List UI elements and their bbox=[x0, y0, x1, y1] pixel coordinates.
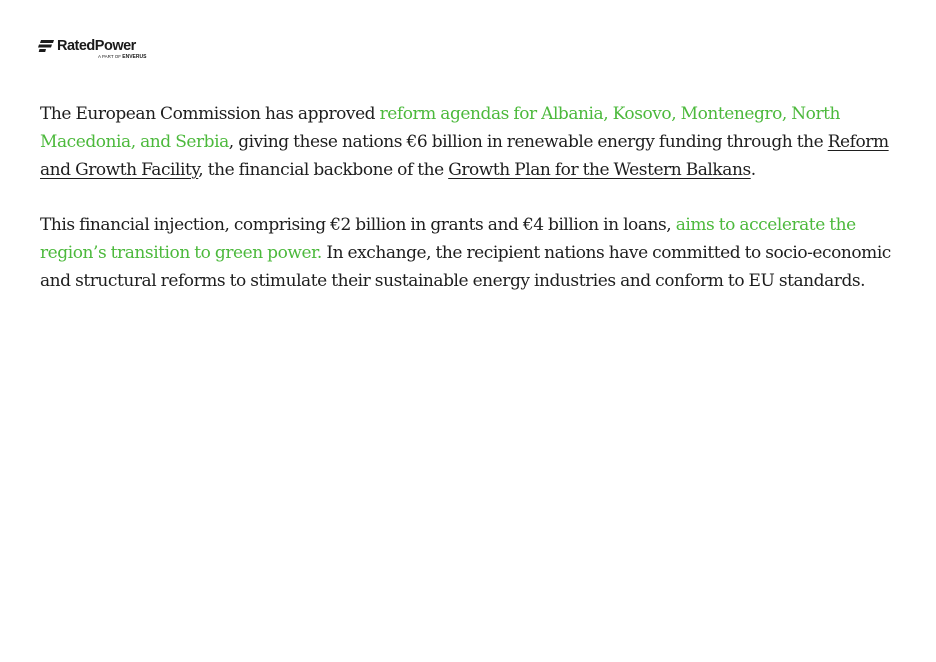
reform-agendas-link[interactable]: reform agendas for Albania, Kosovo, Montenegro, North Macedonia, and Serbia bbox=[40, 104, 841, 152]
logo-wordmark: RatedPower bbox=[57, 38, 136, 54]
article-body bbox=[40, 100, 892, 322]
paragraph-1-text-b: , giving these nations €6 billion in renewable energy funding through the bbox=[228, 132, 828, 152]
paragraph-1-text-c: , the financial backbone of the bbox=[198, 160, 449, 180]
logo-tagline bbox=[98, 54, 146, 60]
paragraph-1-text-d: . bbox=[750, 160, 756, 180]
ratedpower-mark-icon bbox=[38, 40, 54, 52]
logo-tagline-prefix: A PART OF bbox=[98, 54, 122, 59]
reform-growth-facility-link[interactable]: Reform and Growth Facility bbox=[40, 132, 889, 180]
paragraph-2-text-b: In exchange, the recipient nations have committed to socio-economic and structural reforms to stimulate their sustainable energy industries and conform to EU standards. bbox=[40, 243, 891, 291]
accelerate-transition-link[interactable]: aims to accelerate the region’s transition to green power. bbox=[40, 215, 856, 263]
ratedpower-logo[interactable] bbox=[38, 37, 148, 61]
growth-plan-link[interactable]: Growth Plan for the Western Balkans bbox=[448, 160, 751, 180]
logo-tagline-brand: ENVERUS bbox=[122, 54, 147, 60]
paragraph-1 bbox=[40, 100, 892, 184]
paragraph-1-text-a: The European Commission has approved bbox=[40, 104, 380, 124]
paragraph-2 bbox=[40, 211, 892, 295]
paragraph-2-text-a: This financial injection, comprising €2 billion in grants and €4 billion in loans, bbox=[40, 215, 676, 235]
